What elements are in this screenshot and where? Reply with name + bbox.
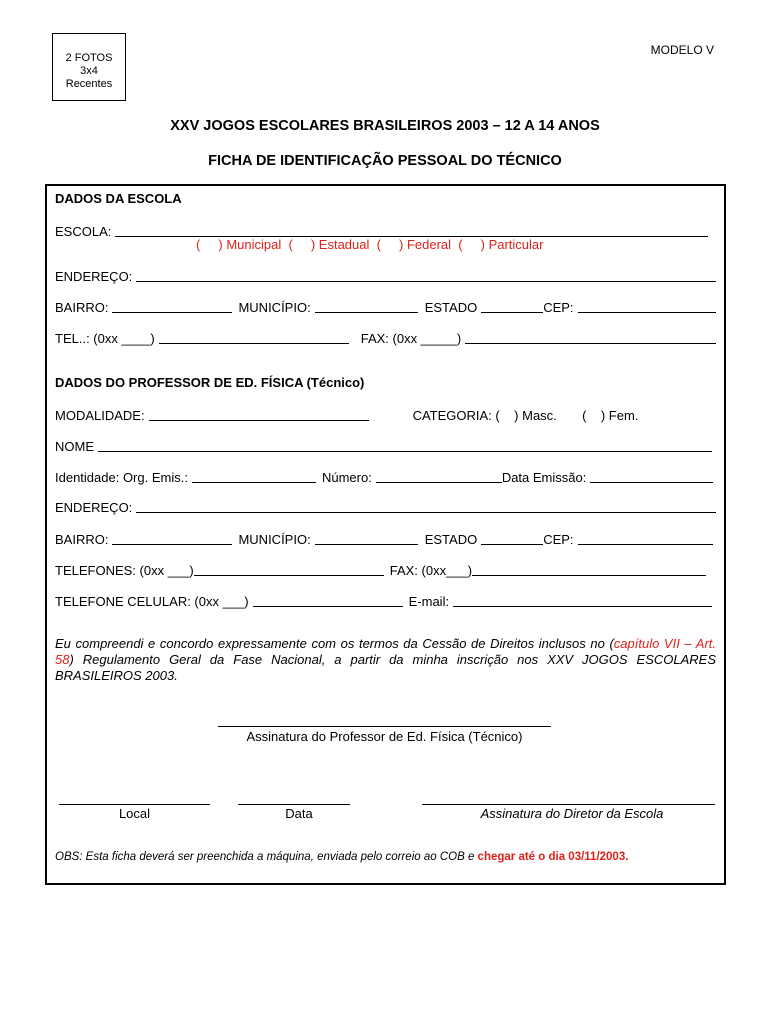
teacher-fax-label: FAX: (0xx___) xyxy=(389,563,473,578)
school-cep-label: CEP: xyxy=(543,300,574,315)
mobile-field[interactable] xyxy=(253,606,403,607)
modality-label: MODALIDADE: xyxy=(55,408,145,423)
identity-number-field[interactable] xyxy=(376,482,502,483)
email-label: E-mail: xyxy=(408,594,450,609)
rights-declaration xyxy=(55,636,716,684)
form-title: FICHA DE IDENTIFICAÇÃO PESSOAL DO TÉCNICO xyxy=(208,153,562,169)
teacher-name-label: NOME xyxy=(55,439,94,454)
director-signature-line[interactable] xyxy=(422,804,715,805)
director-signature-label: Assinatura do Diretor da Escola xyxy=(480,806,664,821)
name-row xyxy=(55,436,712,454)
teacher-bairro-field[interactable] xyxy=(112,544,232,545)
school-tel-field[interactable] xyxy=(159,343,349,344)
teacher-estado-field[interactable] xyxy=(481,544,543,545)
teacher-fax-field[interactable] xyxy=(472,575,706,576)
local-line[interactable] xyxy=(59,804,210,805)
school-bairro-label: BAIRRO: xyxy=(55,300,109,315)
identity-date-field[interactable] xyxy=(590,482,713,483)
identity-number-label: Número: xyxy=(321,470,372,485)
school-phone-row xyxy=(55,328,716,346)
teacher-cep-label: CEP: xyxy=(543,532,574,547)
teacher-signature-label: Assinatura do Professor de Ed. Física (Técnico) xyxy=(246,729,523,744)
photo-placeholder-box xyxy=(52,33,126,101)
date-label: Data xyxy=(285,806,313,821)
observation-note xyxy=(55,851,716,863)
teacher-municipio-field[interactable] xyxy=(315,544,418,545)
school-address-label: ENDEREÇO: xyxy=(55,269,133,284)
modality-row xyxy=(55,405,716,423)
photo-line-2: 3x4 xyxy=(80,65,98,77)
teacher-bairro-label: BAIRRO: xyxy=(55,532,109,547)
model-label: MODELO V xyxy=(650,43,714,57)
teacher-municipio-label: MUNICÍPIO: xyxy=(238,532,311,547)
teacher-signature-line[interactable] xyxy=(218,726,551,727)
school-address-row xyxy=(55,266,716,284)
teacher-address-field[interactable] xyxy=(136,512,716,513)
identity-date-label: Data Emissão: xyxy=(501,470,587,485)
school-address-field[interactable] xyxy=(136,281,716,282)
school-tel-label: TEL..: (0xx ____) xyxy=(55,331,155,346)
school-section-heading: DADOS DA ESCOLA xyxy=(55,191,182,206)
school-name-label: ESCOLA: xyxy=(55,224,112,239)
deadline-text: chegar até o dia 03/11/2003. xyxy=(477,851,629,863)
school-cep-field[interactable] xyxy=(578,312,716,313)
school-estado-field[interactable] xyxy=(481,312,543,313)
local-label: Local xyxy=(118,806,151,821)
declaration-text-2: ) Regulamento Geral da Fase Nacional, a partir da minha inscrição nos XXV JOGOS ESCOLARES BRASILEIROS 2003. xyxy=(55,652,716,683)
teacher-address-row xyxy=(55,497,716,515)
identity-row xyxy=(55,467,713,485)
teacher-phones-label: TELEFONES: (0xx ___) xyxy=(55,563,194,578)
school-type-options[interactable]: ( ) Municipal ( ) Estadual ( ) Federal ( ) Particular xyxy=(196,237,544,252)
observation-text: OBS: Esta ficha deverá ser preenchida a máquina, enviada pelo correio ao COB e xyxy=(55,851,478,863)
teacher-name-field[interactable] xyxy=(98,451,712,452)
school-fax-label: FAX: (0xx _____) xyxy=(360,331,462,346)
school-fax-field[interactable] xyxy=(465,343,716,344)
teacher-cep-field[interactable] xyxy=(578,544,713,545)
mobile-label: TELEFONE CELULAR: (0xx ___) xyxy=(55,594,249,609)
teacher-phones-field[interactable] xyxy=(194,575,384,576)
school-municipio-field[interactable] xyxy=(315,312,418,313)
document-title: XXV JOGOS ESCOLARES BRASILEIROS 2003 – 12 A 14 ANOS xyxy=(170,118,600,134)
photo-line-3: Recentes xyxy=(65,78,113,90)
school-bairro-field[interactable] xyxy=(112,312,232,313)
declaration-red-reference: capítulo VII – Art. 58 xyxy=(55,636,717,667)
declaration-text-1: Eu compreendi e concordo expressamente com os termos da Cessão de Direitos inclusos no ( xyxy=(55,636,614,651)
school-location-row xyxy=(55,297,716,315)
school-estado-label: ESTADO xyxy=(424,300,478,315)
modality-field[interactable] xyxy=(149,420,369,421)
teacher-phone-row xyxy=(55,560,706,578)
identity-org-field[interactable] xyxy=(192,482,316,483)
identity-org-label: Identidade: Org. Emis.: xyxy=(55,470,188,485)
teacher-section-heading: DADOS DO PROFESSOR DE ED. FÍSICA (Técnico) xyxy=(55,375,365,390)
teacher-estado-label: ESTADO xyxy=(424,532,478,547)
date-line[interactable] xyxy=(238,804,350,805)
mobile-email-row xyxy=(55,591,712,609)
category-options[interactable]: CATEGORIA: ( ) Masc. ( ) Fem. xyxy=(412,408,639,423)
teacher-address-label: ENDEREÇO: xyxy=(55,500,133,515)
photo-line-1: 2 FOTOS xyxy=(65,52,113,64)
teacher-location-row xyxy=(55,529,713,547)
school-municipio-label: MUNICÍPIO: xyxy=(238,300,311,315)
email-field[interactable] xyxy=(453,606,712,607)
